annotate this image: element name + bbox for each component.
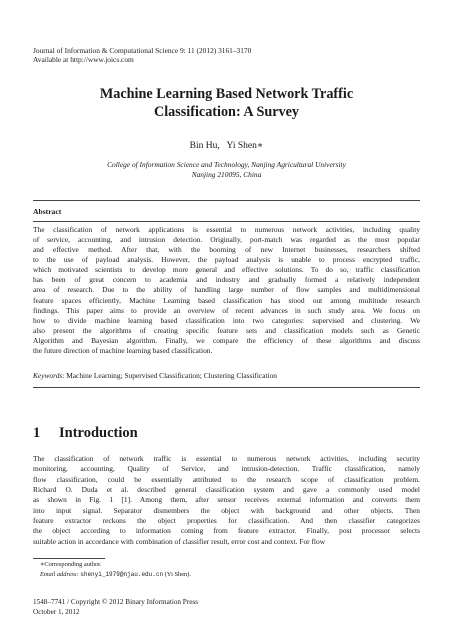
affiliation-line-2: Nanjing 210095, China <box>191 169 262 179</box>
intro-line: into input signal. Separator dismembers the object with background and other objects. Then <box>33 505 420 515</box>
date-line: October 1, 2012 <box>33 608 80 616</box>
section-number: 1 <box>33 425 41 441</box>
section-heading <box>33 425 138 442</box>
email-label: Email address: <box>40 571 79 578</box>
intro-line: flow classification, could be essentially attributed to the research scope of classification problem. <box>33 474 420 484</box>
email-suffix: (Yi Shen). <box>163 571 191 578</box>
abstract-line: findings. This paper aims to provide an overview of recent advances in such study area. We focus on <box>33 305 420 315</box>
abstract-line: The classification of network applications is essential to numerous network activities, including quality <box>33 225 420 234</box>
abstract-line: which motivated scientists to develop more general and effective solutions. To do so, traffic classification <box>33 265 420 275</box>
footnote-corresponding: ∗Corresponding author. <box>40 561 102 568</box>
intro-line: the object according to information coming from feature extractor. Finally, post processor selects <box>33 526 420 536</box>
introduction-body <box>33 454 420 547</box>
title-line-2: Classification: A Survey <box>153 104 300 120</box>
keywords <box>33 371 277 380</box>
authors: Bin Hu, Yi Shen∗ <box>189 141 264 151</box>
intro-line: as shown in Fig. 1 [1]. Among them, after sensor receives external information and converts them <box>33 495 420 505</box>
journal-citation: Journal of Information & Computational Science 9: 11 (2012) 3161–3170 <box>33 46 252 55</box>
abstract-line: has been of great concern to academia and industry and gradually formed a relatively independent <box>33 275 420 285</box>
intro-line: feature extractor reckons the object properties for classification. And then classifier categorizes <box>33 516 420 526</box>
abstract-line: to the use of payload analysis. However, the payload analysis is unable to process encrypted traffic, <box>33 255 420 265</box>
keywords-text: : Machine Learning; Supervised Classification; Clustering Classification <box>62 371 277 380</box>
abstract-line: and effective method. After that, with the booming of new Internet businesses, researchers shifted <box>33 245 420 255</box>
footnote-email <box>40 571 191 579</box>
keywords-label: Keywords <box>33 371 63 380</box>
copyright-line: 1548–7741 / Copyright © 2012 Binary Information Press <box>33 598 198 606</box>
intro-line: Richard O. Duda et al. described general classification system and gave a commonly used model <box>33 485 420 495</box>
affiliation <box>33 160 420 179</box>
intro-line: The classification of network traffic is essential to numerous network activities, including security <box>33 454 420 463</box>
abstract-line: also present the algorithms of creating specific feature sets and classification models such as Genetic <box>33 325 420 335</box>
abstract-line: of service, accounting, and intrusion detection. Originally, port-match was regarded as the most popular <box>33 235 420 245</box>
paper-title <box>33 85 420 121</box>
intro-line: suitable action in accordance with combination of classifier result, error cost and context. For flow <box>33 536 326 546</box>
abstract-line: feature spaces efficiently, Machine Learning based classification has stood out among multitude research <box>33 295 420 305</box>
footnote-rule <box>33 558 105 559</box>
divider-bottom <box>33 387 420 388</box>
abstract-body <box>33 225 420 356</box>
email-address[interactable]: shenyi_1979@njau.edu.cn <box>80 571 164 578</box>
divider-abstract <box>33 221 420 222</box>
abstract-line: Algorithm and Bayesian algorithm. Finally, we compare the efficiency of these algorithms and discuss <box>33 335 420 345</box>
divider-top <box>33 200 420 201</box>
abstract-line: the future direction of machine learning based classification. <box>33 345 213 355</box>
title-line-1: Machine Learning Based Network Traffic <box>99 86 354 102</box>
intro-line: monitoring, accounting, Quality of Service, and intrusion-detection. Traffic classification, namely <box>33 464 420 474</box>
journal-availability: Available at http://www.joics.com <box>33 55 134 64</box>
abstract-heading: Abstract <box>33 207 62 216</box>
affiliation-line-1: College of Information Science and Technology, Nanjing Agricultural University <box>107 160 346 169</box>
section-title: Introduction <box>59 425 138 441</box>
abstract-line: how to divide machine learning based classification into two categories: supervised and clustering. We <box>33 315 420 325</box>
abstract-line: area of research. Due to the ability of handling large number of flow samples and multidimensional <box>33 285 420 295</box>
